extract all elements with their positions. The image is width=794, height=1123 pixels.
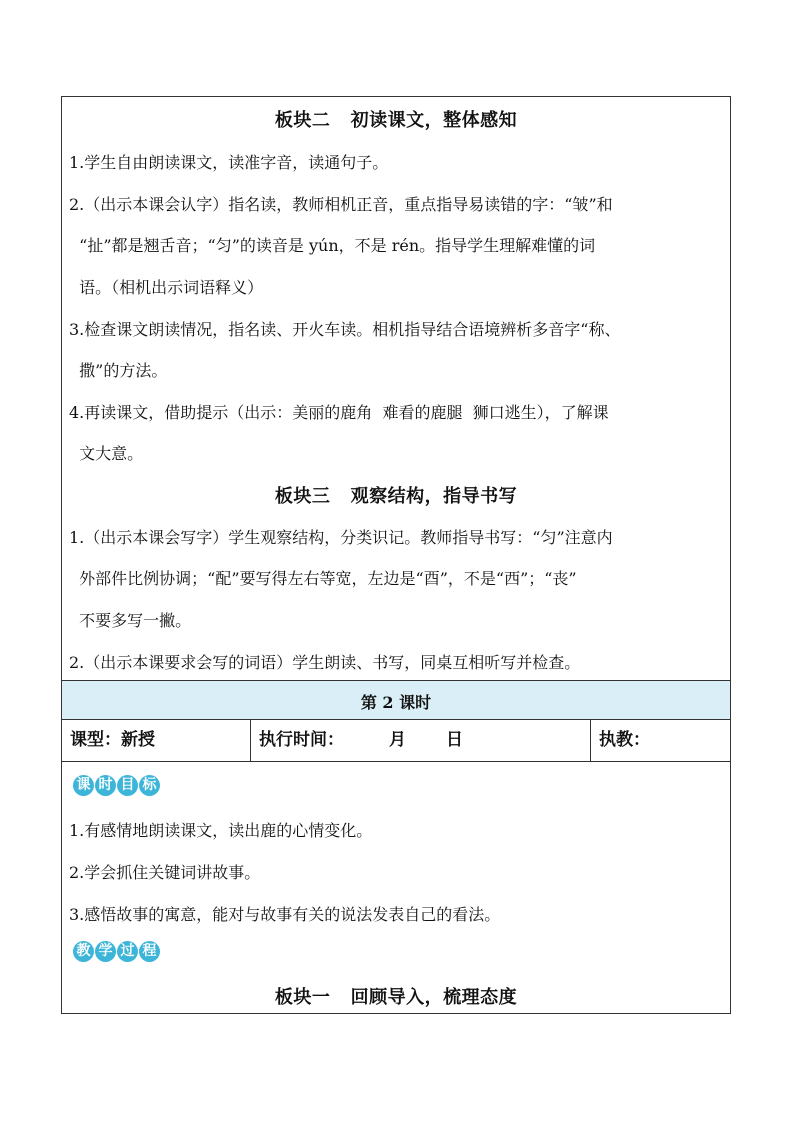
lesson-meta-row xyxy=(62,720,730,762)
teacher-label: 执教： xyxy=(599,730,650,750)
tag-char: 教 xyxy=(73,941,94,962)
block2-line-1: 1.学生自由朗读课文，读准字音，读通句子。 xyxy=(69,153,389,172)
goal-line-2: 2.学会抓住关键词讲故事。 xyxy=(69,863,261,882)
block2-line-4: 语。（相机出示词语释义） xyxy=(69,278,264,297)
goal-line-1: 1.有感情地朗读课文，读出鹿的心情变化。 xyxy=(69,821,373,840)
tag-char: 标 xyxy=(139,775,160,796)
block2-line-5: 3.检查课文朗读情况，指名读、开火车读。相机指导结合语境辨析多音字“称、 xyxy=(69,320,621,339)
tag-char: 时 xyxy=(95,775,116,796)
day-label: 日 xyxy=(446,730,463,750)
tag-char: 过 xyxy=(117,941,138,962)
block2-line-6: 撒”的方法。 xyxy=(69,361,168,380)
lesson-goals-tag xyxy=(70,772,163,798)
tag-char: 学 xyxy=(95,941,116,962)
meta-divider-1 xyxy=(250,720,251,762)
lesson2-title: 第 2 课时 xyxy=(360,693,432,712)
process-block1-heading: 板块一 回顾导入，梳理态度 xyxy=(274,987,518,1008)
block2-heading: 板块二 初读课文，整体感知 xyxy=(274,110,518,131)
meta-divider-2 xyxy=(590,720,591,762)
teaching-process-tag xyxy=(70,938,163,964)
block3-line-2: 外部件比例协调；“配”要写得左右等宽，左边是“酉”，不是“西”；“丧” xyxy=(69,569,577,588)
block3-line-3: 不要多写一撇。 xyxy=(69,611,192,630)
goal-line-3: 3.感悟故事的寓意，能对与故事有关的说法发表自己的看法。 xyxy=(69,905,501,924)
tag-char: 课 xyxy=(73,775,94,796)
block3-line-1: 1.（出示本课会写字）学生观察结构，分类识记。教师指导书写：“匀”注意内 xyxy=(69,528,613,547)
lesson-type: 课型：新授 xyxy=(70,730,155,750)
tag-char: 程 xyxy=(139,941,160,962)
block2-line-8: 文大意。 xyxy=(69,444,144,463)
month-label: 月 xyxy=(389,730,406,750)
block2-line-2: 2.（出示本课会认字）指名读，教师相机正音，重点指导易读错的字：“皱”和 xyxy=(69,195,613,214)
execution-time-label: 执行时间： xyxy=(259,730,344,750)
block3-heading: 板块三 观察结构，指导书写 xyxy=(274,486,518,507)
tag-char: 目 xyxy=(117,775,138,796)
block2-line-3: “扯”都是翘舌音；“匀”的读音是 yún，不是 rén。指导学生理解难懂的词 xyxy=(69,236,596,255)
block2-line-7: 4.再读课文，借助提示（出示：美丽的鹿角 难看的鹿腿 狮口逃生），了解课 xyxy=(69,403,609,422)
block3-line-4: 2.（出示本课要求会写的词语）学生朗读、书写，同桌互相听写并检查。 xyxy=(69,653,581,672)
